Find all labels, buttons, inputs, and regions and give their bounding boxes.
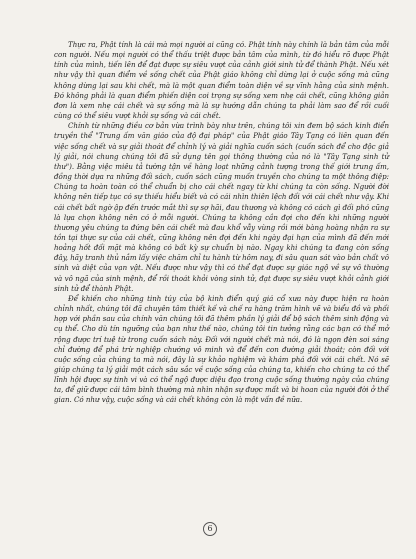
paragraph-2: Chính từ những điều cơ bản vừa trình bày như trên, chúng tôi xin đem bộ sách kinh điển truyền thể "Trung ấm văn giáo của độ đại pháp" của Phật giáo Tây Tạng có liên quan đến việc sống chết và sự giải thoát để chỉnh lý và giải nghĩa cuốn sách (cuốn sách để cho độc giả lý giải, nói chung chúng tôi đã sử dụng tên gọi thông thường của nó là "Tây Tạng sinh tử thư"). Bằng việc miêu tả tường tận về hàng loạt những cảnh tượng trong thế giới trung ấm, đồng thời dựa ra những đối sách, cuốn sách cũng muốn truyền cho chúng ta một thông điệp: Chúng ta hoàn toàn có thể chuẩn bị cho cái chết ngay từ khi chúng ta còn sống. Người đời không nên tiếp tục có sự thiếu hiểu biết và có cái nhìn thiên lệch đối với cái chết như vậy. Khi cái chết bất ngờ ập đến trước mắt thì sự sợ hãi, đau thương và không có cách gì đối phó cũng là lựa chọn không nên có ở mỗi người. Chúng ta không cần đợi cho đến khi những người thương yêu chúng ta đứng bên cái chết mà đau khổ vẫy vùng rồi mới bàng hoàng nhận ra sự tồn tại thực sự của cái chết, cũng không nên đợi đến khi ngày đại hạn của mình đã đến mới hoảng hốt đối mặt mà không có bất kỳ sự chuẩn bị nào. Ngay khi chúng ta đang còn sống đây, hãy tranh thủ nắm lấy việc chăm chỉ tu hành từ hôm nay, đi sâu quan sát vào bản chất vô sinh và diệt của vạn vật. Nếu được như vậy thì có thể đạt được sự giác ngộ về sự vô thường và vô ngã của sinh mệnh, để rồi thoát khỏi vòng sinh tử, đạt được sự siêu vượt khỏi cảnh giới sinh tử để thành Phật. (54, 121, 389, 293)
paragraph-3: Để khiến cho những tinh túy của bộ kinh điển quý giá cổ xưa này được hiện ra hoàn chỉnh nhất, chúng tôi đã chuyên tâm thiết kế và chế ra hàng trăm hình vẽ và biểu đồ và phối hợp với phần sau của chính văn chúng tôi đã thêm phần lý giải để bộ sách thêm sinh động và cụ thể. Cho dù tín ngưỡng của bạn như thế nào, chúng tôi tin tưởng rằng các bạn có thể mở rộng được trí tuệ từ trong cuốn sách này. Đối với người chết mà nói, đó là ngọn đèn soi sáng chỉ đường để phá trừ nghiệp chướng vô minh và để đến con đường giải thoát; còn đối với cuộc sống của chúng ta mà nói, đây là sự khảo nghiệm và khám phá đối với cái chết. Nó sẽ giúp chúng ta lý giải một cách sâu sắc về cuộc sống của chúng ta, khiến cho chúng ta có thể lĩnh hội được sự tinh vi và có thể ngộ được diệu đạo trong cuộc sống thường ngày của chúng ta, để giữ được cái tâm bình thường mà nhìn nhận sự được mất và bi hoan của người đời ở thế gian. Có như vậy, cuộc sống và cái chết không còn là một vấn đề nữa. (54, 293, 389, 405)
body-text (54, 40, 389, 406)
page-number: 6 (203, 522, 217, 536)
paragraph-1: Thực ra, Phật tính là cái mà mọi người ai cũng có. Phật tính này chính là bản tâm của mỗi con người. Nếu mọi người có thể thấu triệt được bản tâm của mình, từ đó hiểu rõ được Phật tính của mình, tiến lên để đạt được sự siêu vượt của cảnh giới sinh tử để thành Phật. Nếu xét như vậy thì quan điểm về sống chết của Phật giáo không chỉ dừng lại ở cuộc sống mà cũng không dừng lại sau khi chết, mà là một quan điểm toàn diện về sự vĩnh hằng của sinh mệnh. Đó không phải là quan điểm phiến diện coi trọng sự sống xem nhẹ cái chết, cũng không giản đơn là xem nhẹ cái chết và sự sống mà là sự hướng dẫn chúng ta phải làm sao để rồi cuối cùng có thể siêu vượt khỏi sự sống và cái chết. (54, 40, 389, 121)
